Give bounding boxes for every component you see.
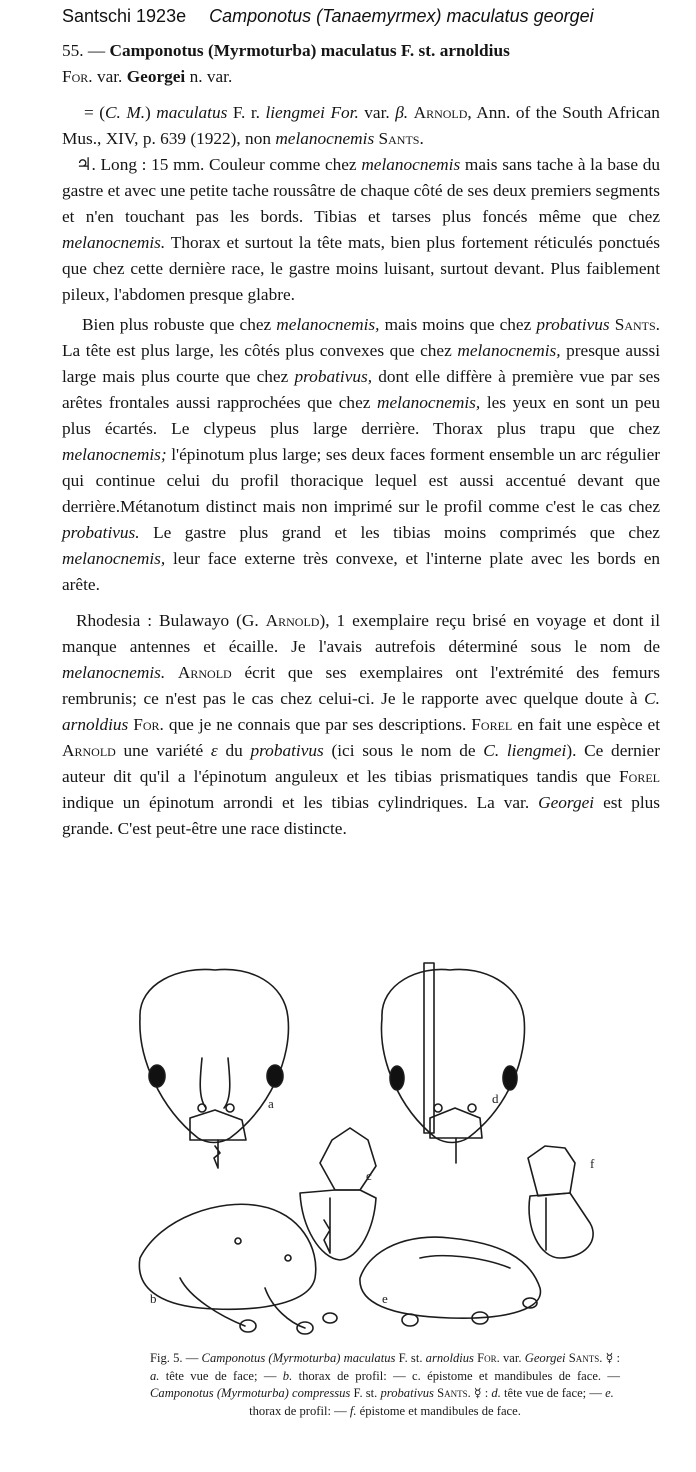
article-body: [62, 38, 660, 842]
synonymy-paragraph: [62, 100, 660, 152]
caption-text: thorax de profil: —: [249, 1403, 347, 1418]
loc-text: écrit que ses exemplaires ont l'extrémité des femurs rembrunis; ce n'est pas le cas chez celui-ci. Je le rapporte avec quelque doute à: [62, 663, 660, 708]
desc-text: dont elle diffère à première vue par ses arêtes frontales aussi rapprochées que chez: [62, 367, 660, 412]
desc-text: ♃. Long : 15 mm. Couleur comme chez: [76, 155, 357, 174]
caption-text: ☿ :: [605, 1351, 620, 1365]
desc-italic: melanocnemis: [361, 155, 461, 174]
loc-italic: melanocnemis.: [62, 663, 166, 682]
species-name: arnoldius: [439, 41, 510, 60]
caption-text: var.: [503, 1351, 522, 1365]
ant-drawings: [120, 958, 600, 1343]
caption-italic: arnoldius: [425, 1351, 474, 1365]
loc-smallcaps: Arnold: [62, 741, 116, 760]
loc-smallcaps: Arnold: [177, 663, 232, 682]
loc-text: du: [225, 741, 243, 760]
head-a-drawing: [140, 969, 289, 1168]
loc-text: ), 1 exemplaire reçu brisé en voyage et dont il manque antennes et écaille. Je l'avais autrefois déterminé sous le nom de: [62, 611, 661, 656]
desc-text: La tête est plus large, les côtés plus convexes que chez: [62, 341, 452, 360]
species-genus: Camponotus (Myrmoturba) maculatus: [109, 41, 397, 60]
syn-text: = (: [84, 103, 105, 122]
species-author: F.: [400, 41, 415, 60]
desc-text: les yeux en sont un peu plus écartés. Le clypeus plus large derrière. Thorax plus trapu que chez: [62, 393, 660, 438]
figure-label-b: b: [150, 1291, 157, 1306]
caption-smallcaps: Sants.: [437, 1386, 471, 1400]
desc-italic: melanocnemis,: [457, 341, 561, 360]
desc-text: mais sans tache à la base du gastre et avec une petite tache roussâtre de chaque côté de ses deux premiers segments et n'en touchant pas les bords. Tibias et tarses plus foncés même que chez: [62, 155, 661, 226]
running-head: [62, 6, 692, 27]
species-rank: st.: [418, 41, 436, 60]
caption-smallcaps: Sants.: [568, 1351, 603, 1365]
figure-label-d: d: [492, 1091, 499, 1106]
caption-text: épistome et mandibules de face.: [359, 1403, 521, 1418]
figure-label-e: e: [382, 1291, 388, 1306]
desc-italic: melanocnemis,: [62, 549, 166, 568]
caption-italic: d.: [491, 1386, 501, 1400]
caption-last-line: [150, 1403, 620, 1421]
caption-italic: Camponotus (Myrmoturba) maculatus: [201, 1351, 396, 1365]
caption-text: F. st.: [353, 1386, 378, 1400]
syn-italic: C. M.: [104, 103, 146, 122]
variety-rank: var.: [96, 67, 123, 86]
caption-italic: Camponotus (Myrmoturba) compressus: [150, 1386, 351, 1400]
desc-italic: melanocnemis;: [62, 445, 167, 464]
epistome-f-drawing: [528, 1146, 593, 1258]
desc-text: presque aussi large mais plus courte que chez: [62, 341, 660, 386]
figure-label-f: f: [590, 1156, 595, 1171]
loc-text: que je ne connais que par ses descriptions.: [168, 715, 467, 734]
syn-text: F. r.: [232, 103, 260, 122]
loc-italic: Georgei: [538, 793, 595, 812]
loc-smallcaps: Forel: [619, 767, 660, 786]
loc-text: Rhodesia : Bulawayo (G.: [76, 611, 259, 630]
caption-italic: f.: [349, 1403, 357, 1418]
caption-text: ☿ :: [473, 1386, 489, 1400]
caption-text: thorax de profil: — c. épistome et mandibules de face. —: [298, 1368, 620, 1383]
desc-text: leur face externe très convexe, et l'interne plate avec les bords en arête.: [62, 549, 661, 594]
variety-suffix: n. var.: [189, 67, 233, 86]
figure-label-a: a: [268, 1096, 274, 1111]
desc-text: Thorax et surtout la tête mats, bien plus fortement réticulés ponctués que chez cette dernière race, le gastre moins luisant, surtout devant. Plus faiblement pileux, l'abdomen presque glabre.: [62, 233, 660, 304]
loc-text: ). Ce dernier auteur dit qu'il a l'épinotum anguleux et les tibias prismatiques tandis que: [62, 741, 660, 786]
desc-text: l'épinotum plus large; ses deux faces forment ensemble un arc régulier qui continue celui du profil thoracique lequel est aussi accentué devant que derrière.Métanotum distinct mais non imprimé sur le profil comme c'est le cas chez: [62, 445, 660, 516]
loc-text: une variété: [123, 741, 204, 760]
syn-italic: liengmei For.: [265, 103, 359, 122]
syn-italic: β.: [395, 103, 409, 122]
caption-text: tête vue de face; —: [504, 1386, 602, 1400]
desc-text: mais moins que chez: [384, 315, 532, 334]
loc-text: est plus grande. C'est peut-être une race distincte.: [62, 793, 660, 838]
loc-text: indique un épinotum arrondi et les tibias cylindriques. La var.: [62, 793, 530, 812]
loc-smallcaps: For.: [133, 715, 164, 734]
description-paragraph-1: [62, 152, 660, 308]
caption-italic: b.: [282, 1368, 293, 1383]
desc-italic: melanocnemis,: [276, 315, 380, 334]
desc-smallcaps: Sants.: [614, 315, 660, 334]
caption-text: F. st.: [398, 1351, 423, 1365]
figure-caption: [150, 1350, 620, 1420]
syn-text: , Ann. of the South African Mus., XIV, p. 639 (1922), non: [62, 103, 660, 148]
desc-italic: probativus,: [294, 367, 373, 386]
caption-text: Fig. 5. —: [150, 1351, 199, 1365]
species-heading: [62, 38, 660, 90]
figure-label-c: c: [366, 1168, 372, 1183]
caption-italic: e.: [605, 1386, 614, 1400]
thorax-e-drawing: [360, 1237, 541, 1326]
syn-italic: melanocnemis: [275, 129, 375, 148]
loc-italic: C. arnoldius: [62, 689, 660, 734]
desc-italic: probativus.: [62, 523, 140, 542]
desc-italic: melanocnemis,: [377, 393, 481, 412]
loc-italic: C. liengmei: [483, 741, 567, 760]
epistome-c-drawing: [300, 1128, 376, 1260]
loc-smallcaps: Forel: [471, 715, 513, 734]
desc-italic: melanocnemis.: [62, 233, 166, 252]
syn-smallcaps: Sants.: [378, 129, 424, 148]
desc-italic: probativus: [536, 315, 610, 334]
loc-smallcaps: Arnold: [265, 611, 320, 630]
running-head-author: Santschi 1923e: [62, 6, 187, 26]
loc-text: en fait une espèce et: [517, 715, 661, 734]
caption-italic: Georgei: [524, 1351, 566, 1365]
loc-italic: ε: [210, 741, 218, 760]
desc-text: Le gastre plus grand et les tibias moins comprimés que chez: [153, 523, 660, 542]
syn-text: var.: [364, 103, 390, 122]
loc-italic: probativus: [250, 741, 324, 760]
figure-5-drawings: [120, 958, 600, 1343]
thorax-b-drawing: [139, 1204, 337, 1334]
description-paragraph-2: [62, 312, 660, 598]
head-d-drawing: [381, 963, 524, 1163]
syn-italic: maculatus: [156, 103, 228, 122]
syn-text: ): [145, 103, 151, 122]
caption-text: tête vue de face; —: [165, 1368, 277, 1383]
loc-text: (ici sous le nom de: [331, 741, 476, 760]
caption-italic: probativus: [380, 1386, 434, 1400]
variety-author: For.: [62, 67, 93, 86]
caption-italic: a.: [150, 1368, 160, 1383]
syn-smallcaps: Arnold: [413, 103, 468, 122]
species-number: 55. —: [62, 41, 106, 60]
variety-name: Georgei: [126, 67, 186, 86]
locality-paragraph: [62, 608, 660, 842]
desc-text: Bien plus robuste que chez: [82, 315, 272, 334]
caption-smallcaps: For.: [477, 1351, 500, 1365]
running-head-taxon: Camponotus (Tanaemyrmex) maculatus georgei: [209, 6, 594, 26]
